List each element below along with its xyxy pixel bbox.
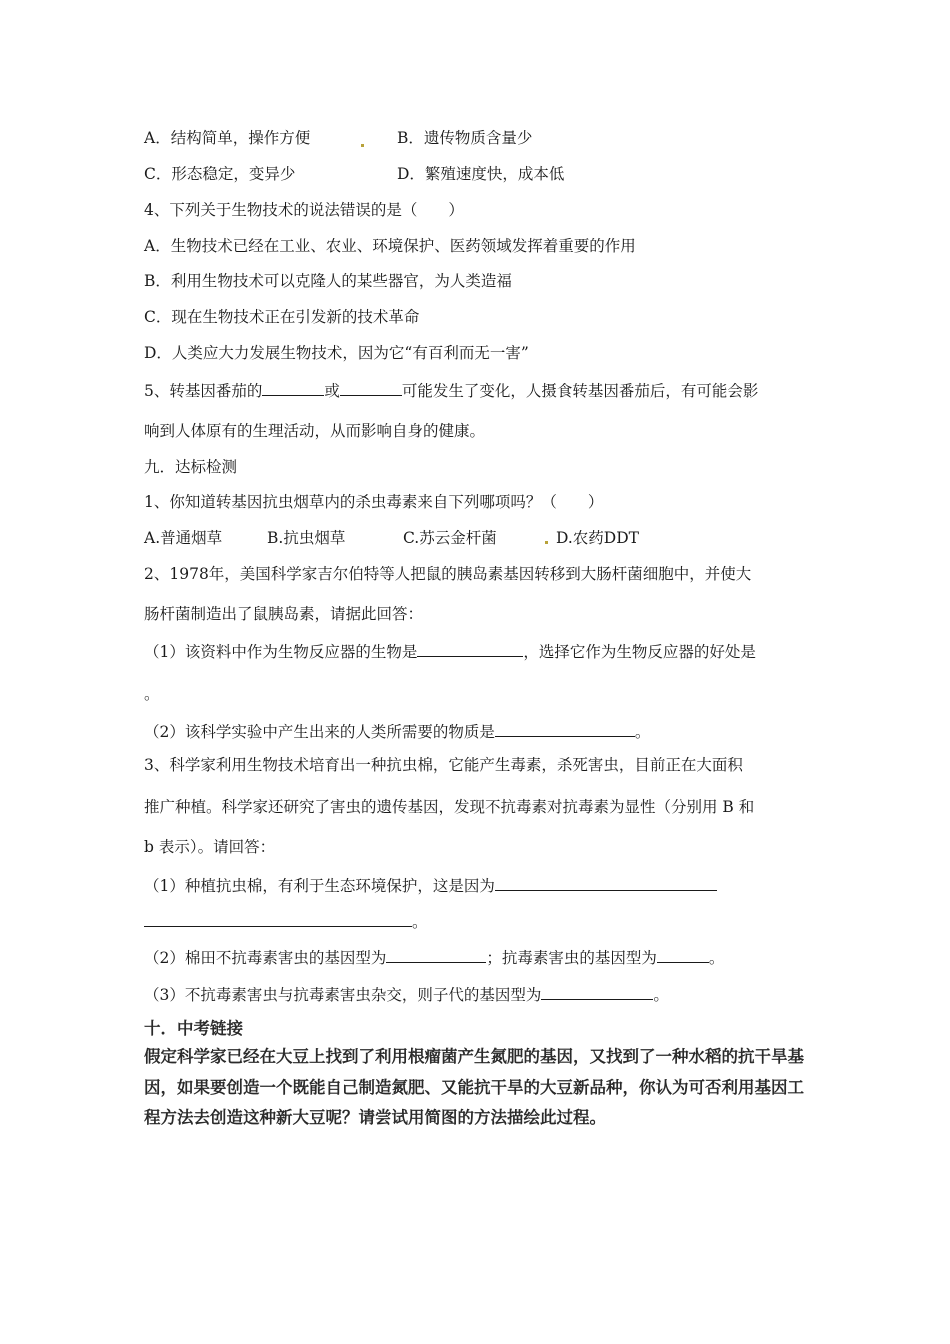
q5-text-3: 可能发生了变化，人摄食转基因番茄后，有可能会影 bbox=[401, 382, 759, 400]
section10-line-1: 假定科学家已经在大豆上找到了利用根瘤菌产生氮肥的基因，又找到了一种水稻的抗干旱基 bbox=[144, 1047, 804, 1066]
q3-option-a: A．结构简单，操作方便 bbox=[144, 129, 311, 147]
answer-blank[interactable] bbox=[541, 983, 653, 1000]
s9-q2-line-2: 肠杆菌制造出了鼠胰岛素，请据此回答： bbox=[144, 605, 424, 623]
s9-q2-sub1-text-a: （1）该资料中作为生物反应器的生物是 bbox=[144, 643, 418, 661]
q4-option-c: C．现在生物技术正在引发新的技术革命 bbox=[144, 308, 420, 326]
q5-text-1: 5、转基因番茄的 bbox=[144, 382, 263, 400]
s9-q1-stem: 1、你知道转基因抗虫烟草内的杀虫毒素来自下列哪项吗？（ ） bbox=[144, 493, 604, 511]
stray-dot-mark bbox=[361, 144, 364, 147]
q3-option-d: D．繁殖速度快，成本低 bbox=[397, 165, 565, 183]
s9-q2-sub1-text-b: ，选择它作为生物反应器的好处是 bbox=[523, 643, 756, 661]
s9-q3-line-1: 3、科学家利用生物技术培育出一种抗虫棉，它能产生毒素，杀死害虫，目前正在大面积 bbox=[144, 756, 743, 774]
s9-q1-option-b: B.抗虫烟草 bbox=[267, 529, 346, 547]
q5-line-2: 响到人体原有的生理活动，从而影响自身的健康。 bbox=[144, 422, 486, 440]
s9-q1-option-d: D.农药DDT bbox=[556, 529, 639, 547]
section10-line-3: 程方法去创造这种新大豆呢？请尝试用简图的方法描绘此过程。 bbox=[144, 1108, 606, 1127]
s9-q3-sub3-end: 。 bbox=[653, 986, 669, 1004]
q5-line-1 bbox=[144, 379, 758, 401]
s9-q3-sub1-text: （1）种植抗虫棉，有利于生态环境保护，这是因为 bbox=[144, 877, 495, 895]
answer-blank[interactable] bbox=[657, 946, 709, 963]
section10-title: 十．中考链接 bbox=[144, 1019, 243, 1038]
q3-option-b: B．遗传物质含量少 bbox=[397, 129, 533, 147]
answer-blank[interactable] bbox=[495, 720, 635, 737]
s9-q3-sub2-text-b: ；抗毒素害虫的基因型为 bbox=[486, 949, 657, 967]
q5-text-2: 或 bbox=[324, 382, 340, 400]
s9-q2-line-1: 2、1978年，美国科学家吉尔伯特等人把鼠的胰岛素基因转移到大肠杆菌细胞中，并使大 bbox=[144, 565, 752, 583]
s9-q2-sub2-end: 。 bbox=[634, 723, 651, 741]
s9-q3-sub3 bbox=[144, 983, 669, 1005]
s9-q3-sub1 bbox=[144, 874, 717, 896]
s9-q3-sub2-end: 。 bbox=[708, 949, 725, 967]
s9-q1-option-a: A.普通烟草 bbox=[144, 529, 223, 547]
q4-option-b: B．利用生物技术可以克隆人的某些器官，为人类造福 bbox=[144, 272, 512, 290]
answer-blank[interactable] bbox=[262, 379, 324, 396]
s9-q3-sub3-text: （3）不抗毒素害虫与抗毒素害虫杂交，则子代的基因型为 bbox=[144, 986, 542, 1004]
s9-q2-sub1-end: 。 bbox=[144, 685, 160, 703]
s9-q3-sub2 bbox=[144, 946, 724, 968]
q4-stem: 4、下列关于生物技术的说法错误的是（ ） bbox=[144, 201, 464, 219]
section10-line-2: 因，如果要创造一个既能自己制造氮肥、又能抗干旱的大豆新品种，你认为可否利用基因工 bbox=[144, 1078, 804, 1097]
answer-blank[interactable] bbox=[340, 379, 402, 396]
section9-title: 九．达标检测 bbox=[144, 458, 238, 476]
s9-q1-option-c: C.苏云金杆菌 bbox=[403, 529, 497, 547]
q4-option-a: A．生物技术已经在工业、农业、环境保护、医药领域发挥着重要的作用 bbox=[144, 237, 636, 255]
s9-q3-line-2: 推广种植。科学家还研究了害虫的遗传基因，发现不抗毒素对抗毒素为显性（分别用 B 和 bbox=[144, 798, 755, 816]
answer-blank[interactable] bbox=[417, 640, 523, 657]
s9-q3-sub1-end: 。 bbox=[412, 913, 428, 931]
s9-q3-sub1-cont bbox=[144, 910, 428, 932]
s9-q3-line-3: b 表示）。请回答： bbox=[144, 838, 276, 856]
answer-blank[interactable] bbox=[495, 874, 717, 891]
s9-q2-sub2 bbox=[144, 720, 650, 742]
s9-q2-sub1 bbox=[144, 640, 756, 662]
stray-dot-mark bbox=[545, 541, 548, 544]
q3-option-c: C．形态稳定，变异少 bbox=[144, 165, 296, 183]
s9-q2-sub2-text: （2）该科学实验中产生出来的人类所需要的物质是 bbox=[144, 723, 495, 741]
q4-option-d: D．人类应大力发展生物技术，因为它“有百利而无一害” bbox=[144, 344, 529, 362]
s9-q3-sub2-text-a: （2）棉田不抗毒素害虫的基因型为 bbox=[144, 949, 387, 967]
answer-blank[interactable] bbox=[144, 910, 412, 927]
answer-blank[interactable] bbox=[386, 946, 486, 963]
